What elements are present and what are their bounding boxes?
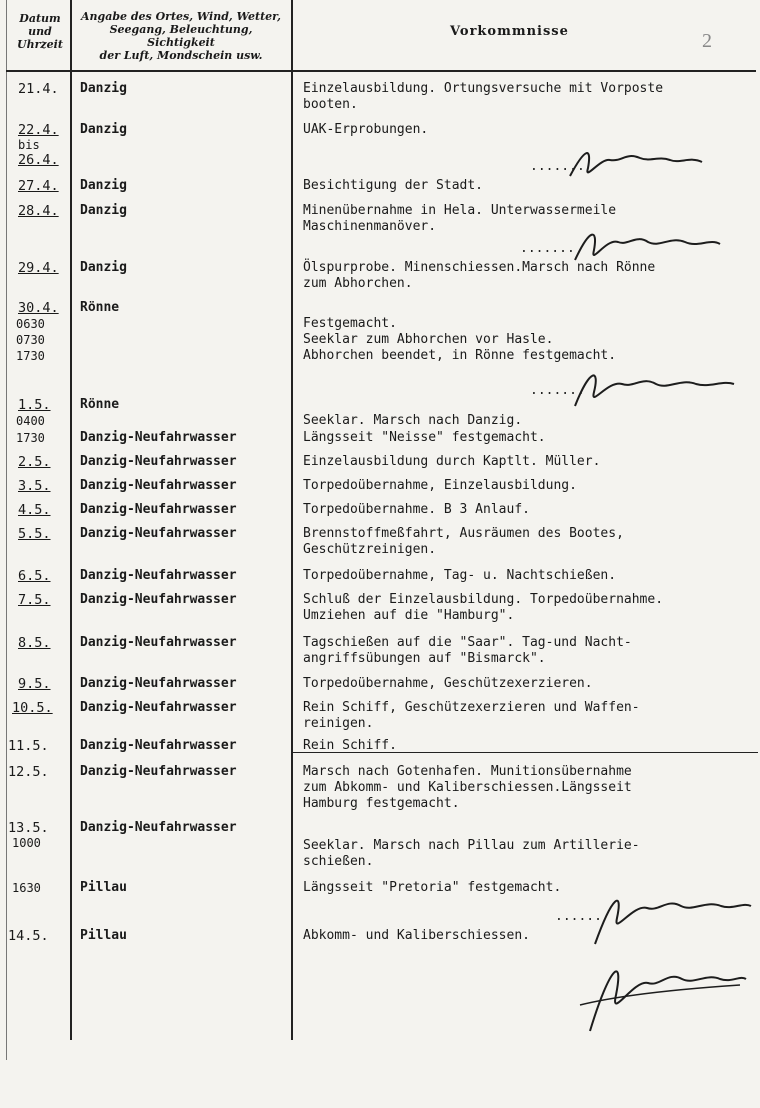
entry-text: Hamburg festgemacht. [303, 796, 460, 811]
entry-text: Torpedoübernahme. B 3 Anlauf. [303, 502, 530, 517]
entry-location: Danzig-Neufahrwasser [80, 764, 237, 779]
entry-date: 29.4. [18, 260, 59, 276]
entry-text: Maschinenmanöver. [303, 219, 437, 234]
entry-text: Minenübernahme in Hela. Unterwassermeile [303, 203, 617, 218]
svg-text:.......: ....... [520, 241, 575, 256]
entry-location: Danzig-Neufahrwasser [80, 478, 237, 493]
entry-time: 0630 [16, 317, 45, 331]
signature [560, 945, 750, 1035]
entry-location: Pillau [80, 880, 127, 895]
entry-text: Abhorchen beendet, in Rönne festgemacht. [303, 348, 617, 363]
signature [530, 362, 740, 412]
entry-location: Rönne [80, 397, 120, 412]
entry-location: Danzig-Neufahrwasser [80, 738, 237, 753]
entry-text: zum Abhorchen. [303, 276, 413, 291]
entry-date: 3.5. [18, 478, 51, 494]
header-col-location [74, 10, 288, 62]
entry-text: Tagschießen auf die "Saar". Tag-und Nacht- [303, 635, 632, 650]
entry-text: Abkomm- und Kaliberschiessen. [303, 928, 530, 943]
entry-text: Schluß der Einzelausbildung. Torpedoübernahme. [303, 592, 664, 607]
entry-text: Seeklar. Marsch nach Pillau zum Artillerie- [303, 838, 640, 853]
entry-text: Festgemacht. [303, 316, 397, 331]
entry-date-range: bis [18, 138, 40, 152]
column-divider-2 [291, 0, 293, 1040]
header-date-line: und [28, 25, 52, 38]
left-margin-line [6, 0, 7, 1060]
page-number: 2 [702, 30, 712, 52]
entry-location: Danzig-Neufahrwasser [80, 592, 237, 607]
entry-location: Danzig [80, 260, 127, 275]
signature [520, 220, 730, 270]
entry-date: 6.5. [18, 568, 51, 584]
entry-time: 1630 [12, 881, 41, 895]
header-location-line: der Luft, Mondschein usw. [99, 49, 263, 62]
entry-text: reinigen. [303, 716, 374, 731]
entry-text: Einzelausbildung durch Kaptlt. Müller. [303, 454, 601, 469]
entry-text: Torpedoübernahme, Geschützexerzieren. [303, 676, 593, 691]
entry-location: Danzig [80, 178, 127, 193]
entry-text: Brennstoffmeßfahrt, Ausräumen des Bootes, [303, 526, 624, 541]
entry-location: Danzig-Neufahrwasser [80, 820, 237, 835]
entry-text: Einzelausbildung. Ortungsversuche mit Vorposte [303, 81, 664, 96]
header-date-line: Uhrzeit [17, 38, 63, 51]
header-location-line: Seegang, Beleuchtung, Sichtigkeit [109, 23, 253, 49]
entry-location: Danzig [80, 203, 127, 218]
entry-date: 8.5. [18, 635, 51, 651]
entry-date: 12.5. [8, 764, 49, 780]
entry-location: Danzig-Neufahrwasser [80, 568, 237, 583]
entry-text: schießen. [303, 854, 374, 869]
entry-location: Danzig-Neufahrwasser [80, 700, 237, 715]
entry-location: Danzig-Neufahrwasser [80, 676, 237, 691]
entry-date: 7.5. [18, 592, 51, 608]
signature [530, 138, 730, 188]
entry-text: Längsseit "Pretoria" festgemacht. [303, 880, 562, 895]
entry-date: 4.5. [18, 502, 51, 518]
entry-time: 1000 [12, 836, 41, 850]
entry-date: 22.4. [18, 122, 59, 138]
entry-text: Marsch nach Gotenhafen. Munitionsübernahme [303, 764, 632, 779]
header-rule [6, 70, 756, 72]
entry-location: Danzig [80, 81, 127, 96]
entry-date: 28.4. [18, 203, 59, 219]
header-col-events: Vorkommnisse [450, 24, 569, 39]
entry-time: 1730 [16, 431, 45, 445]
entry-time: 1730 [16, 349, 45, 363]
entry-text: UAK-Erprobungen. [303, 122, 429, 137]
entry-text: Besichtigung der Stadt. [303, 178, 484, 193]
entry-date: 14.5. [8, 928, 49, 944]
entry-location: Rönne [80, 300, 120, 315]
header-date-line: Datum [19, 12, 61, 25]
entry-text: Umziehen auf die "Hamburg". [303, 608, 515, 623]
entry-date: 21.4. [18, 81, 59, 97]
entry-location: Danzig-Neufahrwasser [80, 430, 237, 445]
entry-text: Seeklar zum Abhorchen vor Hasle. [303, 332, 554, 347]
entry-text: booten. [303, 97, 358, 112]
entry-location: Danzig-Neufahrwasser [80, 502, 237, 517]
column-divider-1 [70, 0, 72, 1040]
entry-text: Torpedoübernahme, Tag- u. Nachtschießen. [303, 568, 617, 583]
entry-text: Rein Schiff. [303, 738, 397, 753]
entry-date: 9.5. [18, 676, 51, 692]
entry-text: angriffsübungen auf "Bismarck". [303, 651, 546, 666]
entry-text: Längsseit "Neisse" festgemacht. [303, 430, 546, 445]
entry-location: Danzig [80, 122, 127, 137]
entry-text: Geschützreinigen. [303, 542, 437, 557]
entry-time: 0400 [16, 414, 45, 428]
entry-date: 10.5. [12, 700, 53, 716]
entry-text: Ölspurprobe. Minenschiessen.Marsch nach Rönne [303, 260, 656, 275]
entry-date: 26.4. [18, 152, 59, 168]
entry-text: Seeklar. Marsch nach Danzig. [303, 413, 523, 428]
header-col-date [12, 12, 68, 51]
entry-date: 13.5. [8, 820, 49, 836]
signature [555, 880, 755, 950]
entry-location: Danzig-Neufahrwasser [80, 635, 237, 650]
entry-location: Pillau [80, 928, 127, 943]
header-location-line: Angabe des Ortes, Wind, Wetter, [80, 10, 282, 23]
entry-text: zum Abkomm- und Kaliberschiessen.Längsseit [303, 780, 632, 795]
entry-date: 27.4. [18, 178, 59, 194]
entry-date: 2.5. [18, 454, 51, 470]
entry-date: 5.5. [18, 526, 51, 542]
svg-text:.......: ....... [530, 159, 585, 174]
entry-text: Torpedoübernahme, Einzelausbildung. [303, 478, 577, 493]
entry-time: 0730 [16, 333, 45, 347]
entry-date: 1.5. [18, 397, 51, 413]
entry-text: Rein Schiff, Geschützexerzieren und Waffen- [303, 700, 640, 715]
entry-location: Danzig-Neufahrwasser [80, 454, 237, 469]
svg-text:......: ...... [555, 909, 602, 924]
svg-text:.......: ....... [530, 383, 585, 398]
entry-date: 11.5. [8, 738, 49, 754]
entry-date: 30.4. [18, 300, 59, 316]
entry-location: Danzig-Neufahrwasser [80, 526, 237, 541]
